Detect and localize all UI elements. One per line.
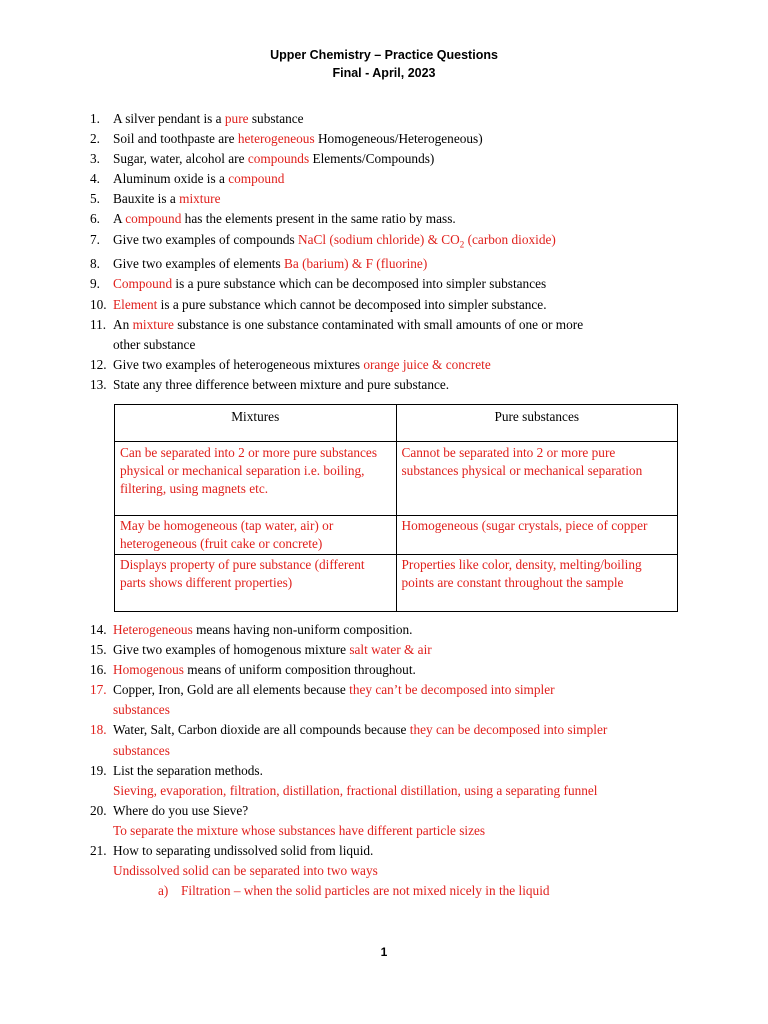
sub-item-label: a) xyxy=(158,883,169,899)
answer-text: salt water & air xyxy=(349,642,432,658)
question-17 xyxy=(90,680,690,700)
question-number: 17. xyxy=(90,682,107,698)
question-text: means of uniform composition throughout. xyxy=(183,662,416,678)
question-10 xyxy=(90,295,690,315)
question-text: Give two examples of homogenous mixture xyxy=(113,642,350,658)
question-21 xyxy=(90,841,690,861)
question-number: 16. xyxy=(90,662,107,678)
question-text: List the separation methods. xyxy=(113,762,263,778)
comparison-table xyxy=(114,404,678,612)
answer-text: Homogenous xyxy=(113,662,184,678)
answer-text: Heterogeneous xyxy=(113,622,193,637)
table-row xyxy=(115,442,678,516)
table-header-row xyxy=(115,405,678,442)
question-number: 21. xyxy=(90,843,107,859)
question-17-continued: substances xyxy=(113,702,170,718)
question-text: State any three difference between mixture and pure substance. xyxy=(113,376,450,392)
answer-text: orange juice & concrete xyxy=(363,356,491,372)
answer-text: pure xyxy=(224,111,249,126)
question-1 xyxy=(90,109,690,129)
table-cell: Displays property of pure substance (different parts shows different properties) xyxy=(115,555,397,612)
answer-text: Ba (barium) & F (fluorine) xyxy=(283,256,428,272)
question-text: Give two examples of compounds xyxy=(113,231,299,247)
question-number: 5. xyxy=(90,191,100,207)
question-number: 13. xyxy=(90,376,107,392)
question-text: An xyxy=(113,316,133,332)
question-text: Water, Salt, Carbon dioxide are all compounds because xyxy=(113,722,410,738)
document-subtitle: Final - April, 2023 xyxy=(332,66,436,80)
answer-text: Undissolved solid can be separated into two ways xyxy=(113,863,378,879)
question-7 xyxy=(90,230,690,255)
answer-text: heterogeneous xyxy=(237,131,315,147)
question-text: Sugar, water, alcohol are xyxy=(113,151,248,167)
question-number: 15. xyxy=(90,642,107,658)
sub-item-a xyxy=(90,881,690,901)
answer-text: NaCl (sodium chloride) & $CO_2$ (carbon dioxide) xyxy=(298,231,556,250)
question-11-continued: other substance xyxy=(113,336,196,352)
answer-text: mixture xyxy=(132,316,174,332)
question-text: Elements/Compounds) xyxy=(309,151,435,167)
question-20 xyxy=(90,801,690,821)
table-cell: Properties like color, density, melting/boiling points are constant throughout the sample xyxy=(396,555,678,612)
question-15 xyxy=(90,640,690,660)
question-text: A silver pendant is a xyxy=(113,111,225,126)
table-cell: Cannot be separated into 2 or more pure substances physical or mechanical separation xyxy=(396,442,678,516)
question-text: Where do you use Sieve? xyxy=(113,802,249,818)
question-text: means having non-uniform composition. xyxy=(192,622,413,637)
question-number: 2. xyxy=(90,131,100,147)
question-text: Homogeneous/Heterogeneous) xyxy=(314,131,483,147)
question-text: is a pure substance which cannot be decomposed into simpler substance. xyxy=(157,296,547,312)
question-number: 3. xyxy=(90,151,100,167)
question-text: Give two examples of elements xyxy=(113,256,284,272)
question-6 xyxy=(90,209,690,229)
question-number: 12. xyxy=(90,356,107,372)
question-number: 18. xyxy=(90,722,107,738)
answer-text: they can’t be decomposed into simpler xyxy=(349,682,555,698)
question-8 xyxy=(90,254,690,274)
table-cell: Can be separated into 2 or more pure substances physical or mechanical separation i.e. boiling, filtering, using magnets etc. xyxy=(115,442,397,516)
question-18-continued: substances xyxy=(113,742,170,758)
question-text: How to separating undissolved solid from liquid. xyxy=(113,843,374,859)
question-16 xyxy=(90,660,690,680)
question-list-2 xyxy=(90,620,690,901)
question-text: Soil and toothpaste are xyxy=(113,131,238,147)
question-18 xyxy=(90,720,690,740)
sub-item-text: Filtration – when the solid particles are not mixed nicely in the liquid xyxy=(181,883,550,899)
question-11 xyxy=(90,315,690,335)
answer-text: compound xyxy=(228,171,285,187)
question-number: 20. xyxy=(90,802,107,818)
answer-text: Compound xyxy=(113,276,173,292)
question-text: has the elements present in the same ratio by mass. xyxy=(181,211,456,227)
table-header-mixtures: Mixtures xyxy=(115,405,397,442)
question-number: 10. xyxy=(90,296,107,312)
answer-text: they can be decomposed into simpler xyxy=(409,722,608,738)
answer-text: To separate the mixture whose substances have different particle sizes xyxy=(113,822,486,838)
table-header-pure-substances: Pure substances xyxy=(396,405,678,442)
table-cell: Homogeneous (sugar crystals, piece of copper xyxy=(396,516,678,555)
question-text: Copper, Iron, Gold are all elements because xyxy=(113,682,350,698)
answer-text: mixture xyxy=(179,191,221,207)
question-number: 19. xyxy=(90,762,107,778)
answer-text: Element xyxy=(113,296,158,312)
answer-text: compounds xyxy=(247,151,310,167)
question-number: 14. xyxy=(90,622,107,637)
table-row xyxy=(115,516,678,555)
question-number: 6. xyxy=(90,211,100,227)
answer-text: compound xyxy=(125,211,182,227)
question-number: 11. xyxy=(90,316,107,332)
answer-text: Sieving, evaporation, filtration, distillation, fractional distillation, using a separating funnel xyxy=(113,782,598,798)
question-19 xyxy=(90,761,690,781)
document-title: Upper Chemistry – Practice Questions xyxy=(270,48,498,62)
question-2 xyxy=(90,129,690,149)
question-12 xyxy=(90,355,690,375)
question-list-1 xyxy=(90,109,690,395)
question-3 xyxy=(90,149,690,169)
table-row xyxy=(115,555,678,612)
page-number: 1 xyxy=(380,945,388,959)
question-13 xyxy=(90,375,690,395)
question-text: is a pure substance which can be decomposed into simpler substances xyxy=(172,276,547,292)
question-text: Aluminum oxide is a xyxy=(113,171,229,187)
question-text: substance xyxy=(248,111,304,126)
question-number: 7. xyxy=(90,231,100,247)
question-text: Bauxite is a xyxy=(113,191,180,207)
question-number: 8. xyxy=(90,256,100,272)
question-text: Give two examples of heterogeneous mixtures xyxy=(113,356,364,372)
question-9 xyxy=(90,274,690,294)
question-text: substance is one substance contaminated with small amounts of one or more xyxy=(173,316,584,332)
table-cell: May be homogeneous (tap water, air) or heterogeneous (fruit cake or concrete) xyxy=(115,516,397,555)
question-number: 4. xyxy=(90,171,100,187)
question-4 xyxy=(90,169,690,189)
question-text: A xyxy=(113,211,126,227)
question-number: 1. xyxy=(90,111,100,126)
question-14 xyxy=(90,620,690,640)
question-number: 9. xyxy=(90,276,100,292)
question-5 xyxy=(90,189,690,209)
